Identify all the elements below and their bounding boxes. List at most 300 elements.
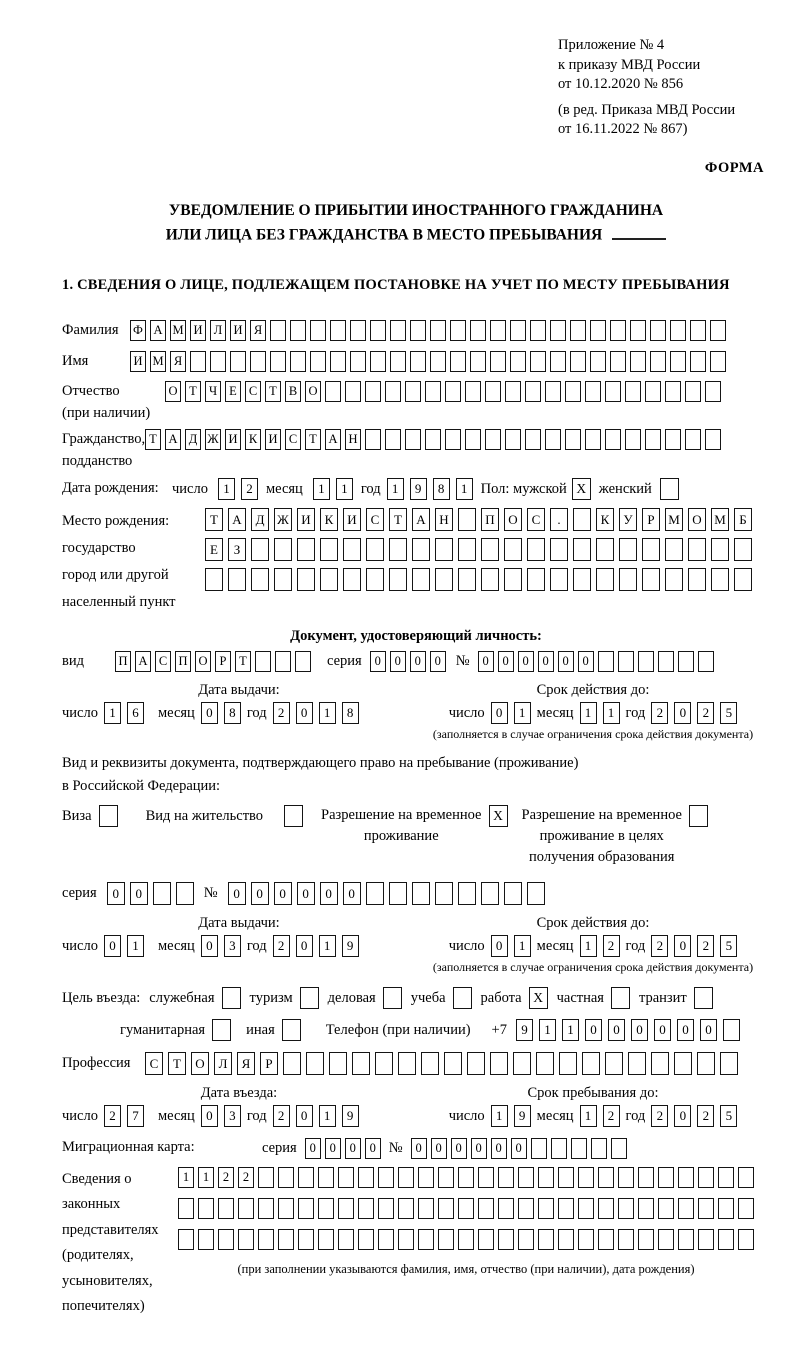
char-cell[interactable] xyxy=(678,1198,694,1219)
char-cell[interactable] xyxy=(638,1229,654,1250)
char-cell[interactable] xyxy=(320,538,338,561)
char-cell[interactable] xyxy=(688,538,706,561)
patronymic-input[interactable] xyxy=(165,381,721,402)
char-cell[interactable] xyxy=(525,381,541,402)
char-cell[interactable] xyxy=(425,429,441,450)
char-cell[interactable]: 0 xyxy=(296,702,313,724)
char-cell[interactable]: 0 xyxy=(107,882,125,905)
char-cell[interactable] xyxy=(467,1052,485,1075)
entry-month[interactable] xyxy=(201,1105,241,1127)
char-cell[interactable] xyxy=(470,351,486,372)
char-cell[interactable]: 0 xyxy=(491,935,508,957)
char-cell[interactable] xyxy=(638,1167,654,1188)
purpose-checkbox[interactable] xyxy=(212,1019,231,1041)
char-cell[interactable] xyxy=(651,1052,669,1075)
char-cell[interactable]: 5 xyxy=(720,1105,737,1127)
char-cell[interactable] xyxy=(674,1052,692,1075)
visa-checkbox[interactable] xyxy=(99,805,118,827)
char-cell[interactable] xyxy=(530,351,546,372)
char-cell[interactable]: Т xyxy=(305,429,321,450)
char-cell[interactable] xyxy=(485,381,501,402)
char-cell[interactable] xyxy=(458,882,476,905)
char-cell[interactable] xyxy=(318,1229,334,1250)
char-cell[interactable]: 0 xyxy=(585,1019,602,1041)
char-cell[interactable] xyxy=(438,1229,454,1250)
char-cell[interactable]: 2 xyxy=(697,702,714,724)
char-cell[interactable] xyxy=(630,320,646,341)
char-cell[interactable] xyxy=(690,351,706,372)
char-cell[interactable]: 0 xyxy=(345,1138,361,1159)
char-cell[interactable] xyxy=(176,882,194,905)
char-cell[interactable] xyxy=(571,1138,587,1159)
char-cell[interactable] xyxy=(705,381,721,402)
char-cell[interactable] xyxy=(205,568,223,591)
char-cell[interactable]: Р xyxy=(215,651,231,672)
char-cell[interactable] xyxy=(610,320,626,341)
char-cell[interactable] xyxy=(527,568,545,591)
char-cell[interactable]: 0 xyxy=(228,882,246,905)
char-cell[interactable] xyxy=(513,1052,531,1075)
char-cell[interactable]: 0 xyxy=(558,651,574,672)
char-cell[interactable]: 0 xyxy=(518,651,534,672)
char-cell[interactable]: 1 xyxy=(387,478,404,500)
char-cell[interactable] xyxy=(320,568,338,591)
char-cell[interactable]: С xyxy=(155,651,171,672)
char-cell[interactable] xyxy=(435,882,453,905)
char-cell[interactable]: О xyxy=(504,508,522,531)
char-cell[interactable] xyxy=(518,1167,534,1188)
char-cell[interactable]: Р xyxy=(642,508,660,531)
char-cell[interactable] xyxy=(527,882,545,905)
first-name-input[interactable] xyxy=(130,351,726,372)
identity-expiry-month[interactable] xyxy=(580,702,620,724)
char-cell[interactable]: 2 xyxy=(603,935,620,957)
char-cell[interactable] xyxy=(330,320,346,341)
char-cell[interactable]: Р xyxy=(260,1052,278,1075)
char-cell[interactable] xyxy=(258,1198,274,1219)
char-cell[interactable] xyxy=(665,381,681,402)
char-cell[interactable] xyxy=(605,1052,623,1075)
char-cell[interactable]: 0 xyxy=(491,702,508,724)
char-cell[interactable]: 2 xyxy=(273,935,290,957)
char-cell[interactable]: 1 xyxy=(580,935,597,957)
char-cell[interactable] xyxy=(365,381,381,402)
char-cell[interactable] xyxy=(481,538,499,561)
char-cell[interactable]: 0 xyxy=(674,1105,691,1127)
char-cell[interactable]: 1 xyxy=(539,1019,556,1041)
char-cell[interactable] xyxy=(338,1167,354,1188)
char-cell[interactable] xyxy=(658,1198,674,1219)
char-cell[interactable] xyxy=(218,1198,234,1219)
char-cell[interactable] xyxy=(345,381,361,402)
char-cell[interactable] xyxy=(438,1167,454,1188)
char-cell[interactable] xyxy=(645,381,661,402)
char-cell[interactable] xyxy=(585,429,601,450)
char-cell[interactable] xyxy=(720,1052,738,1075)
char-cell[interactable] xyxy=(318,1167,334,1188)
char-cell[interactable]: . xyxy=(550,508,568,531)
representatives-line2[interactable] xyxy=(178,1198,754,1219)
identity-expiry-year[interactable] xyxy=(651,702,737,724)
char-cell[interactable] xyxy=(275,651,291,672)
char-cell[interactable] xyxy=(611,1138,627,1159)
char-cell[interactable] xyxy=(710,320,726,341)
char-cell[interactable] xyxy=(298,1167,314,1188)
char-cell[interactable]: 0 xyxy=(578,651,594,672)
char-cell[interactable] xyxy=(318,1198,334,1219)
char-cell[interactable] xyxy=(678,651,694,672)
char-cell[interactable]: 1 xyxy=(491,1105,508,1127)
char-cell[interactable] xyxy=(278,1167,294,1188)
char-cell[interactable] xyxy=(306,1052,324,1075)
char-cell[interactable] xyxy=(573,508,591,531)
char-cell[interactable] xyxy=(738,1167,754,1188)
char-cell[interactable] xyxy=(435,538,453,561)
char-cell[interactable] xyxy=(498,1198,514,1219)
char-cell[interactable] xyxy=(278,1229,294,1250)
identity-issue-day[interactable] xyxy=(104,702,144,724)
char-cell[interactable]: С xyxy=(527,508,545,531)
char-cell[interactable]: 0 xyxy=(478,651,494,672)
char-cell[interactable]: И xyxy=(225,429,241,450)
char-cell[interactable] xyxy=(570,320,586,341)
char-cell[interactable] xyxy=(605,429,621,450)
char-cell[interactable] xyxy=(650,320,666,341)
char-cell[interactable]: 9 xyxy=(410,478,427,500)
char-cell[interactable]: А xyxy=(150,320,166,341)
char-cell[interactable] xyxy=(510,320,526,341)
residence-expiry-year[interactable] xyxy=(651,935,737,957)
char-cell[interactable] xyxy=(625,429,641,450)
char-cell[interactable]: 0 xyxy=(296,935,313,957)
char-cell[interactable]: 5 xyxy=(720,935,737,957)
char-cell[interactable] xyxy=(325,381,341,402)
citizenship-input[interactable] xyxy=(145,429,721,450)
char-cell[interactable]: 0 xyxy=(297,882,315,905)
purpose-checkbox[interactable] xyxy=(694,987,713,1009)
char-cell[interactable]: 0 xyxy=(325,1138,341,1159)
char-cell[interactable]: Т xyxy=(389,508,407,531)
purpose-checkbox[interactable]: X xyxy=(529,987,548,1009)
char-cell[interactable] xyxy=(490,1052,508,1075)
char-cell[interactable]: С xyxy=(285,429,301,450)
char-cell[interactable] xyxy=(478,1167,494,1188)
char-cell[interactable] xyxy=(329,1052,347,1075)
char-cell[interactable]: 2 xyxy=(697,935,714,957)
char-cell[interactable] xyxy=(385,381,401,402)
char-cell[interactable]: 0 xyxy=(411,1138,427,1159)
char-cell[interactable] xyxy=(738,1198,754,1219)
char-cell[interactable] xyxy=(178,1198,194,1219)
char-cell[interactable] xyxy=(435,568,453,591)
char-cell[interactable] xyxy=(718,1229,734,1250)
char-cell[interactable]: 5 xyxy=(720,702,737,724)
identity-expiry-day[interactable] xyxy=(491,702,531,724)
char-cell[interactable] xyxy=(558,1167,574,1188)
char-cell[interactable]: 1 xyxy=(127,935,144,957)
char-cell[interactable] xyxy=(585,381,601,402)
char-cell[interactable]: 2 xyxy=(697,1105,714,1127)
residence-expiry-month[interactable] xyxy=(580,935,620,957)
char-cell[interactable] xyxy=(723,1019,740,1041)
char-cell[interactable]: Я xyxy=(237,1052,255,1075)
char-cell[interactable] xyxy=(550,351,566,372)
char-cell[interactable] xyxy=(458,1198,474,1219)
char-cell[interactable]: О xyxy=(305,381,321,402)
char-cell[interactable]: У xyxy=(619,508,637,531)
char-cell[interactable] xyxy=(418,1229,434,1250)
phone-input[interactable] xyxy=(516,1019,740,1041)
char-cell[interactable] xyxy=(445,429,461,450)
char-cell[interactable] xyxy=(698,651,714,672)
char-cell[interactable]: 1 xyxy=(319,702,336,724)
char-cell[interactable] xyxy=(545,429,561,450)
char-cell[interactable]: Т xyxy=(235,651,251,672)
char-cell[interactable]: 0 xyxy=(677,1019,694,1041)
char-cell[interactable]: В xyxy=(285,381,301,402)
char-cell[interactable]: Ж xyxy=(205,429,221,450)
char-cell[interactable]: 2 xyxy=(651,935,668,957)
char-cell[interactable] xyxy=(465,429,481,450)
char-cell[interactable]: К xyxy=(245,429,261,450)
char-cell[interactable] xyxy=(389,882,407,905)
char-cell[interactable] xyxy=(690,320,706,341)
representatives-line1[interactable] xyxy=(178,1167,754,1188)
char-cell[interactable]: 0 xyxy=(274,882,292,905)
char-cell[interactable] xyxy=(598,1198,614,1219)
char-cell[interactable] xyxy=(389,538,407,561)
char-cell[interactable] xyxy=(458,1167,474,1188)
char-cell[interactable] xyxy=(310,320,326,341)
char-cell[interactable] xyxy=(412,538,430,561)
char-cell[interactable]: М xyxy=(665,508,683,531)
residence-issue-day[interactable] xyxy=(104,935,144,957)
char-cell[interactable]: Т xyxy=(145,429,161,450)
char-cell[interactable] xyxy=(210,351,226,372)
char-cell[interactable] xyxy=(718,1198,734,1219)
char-cell[interactable]: 1 xyxy=(514,935,531,957)
char-cell[interactable]: 2 xyxy=(273,702,290,724)
char-cell[interactable] xyxy=(559,1052,577,1075)
char-cell[interactable] xyxy=(618,1167,634,1188)
char-cell[interactable]: 0 xyxy=(320,882,338,905)
char-cell[interactable] xyxy=(619,568,637,591)
char-cell[interactable] xyxy=(711,538,729,561)
char-cell[interactable] xyxy=(421,1052,439,1075)
char-cell[interactable] xyxy=(297,568,315,591)
char-cell[interactable]: 2 xyxy=(651,702,668,724)
char-cell[interactable] xyxy=(258,1229,274,1250)
char-cell[interactable]: Е xyxy=(205,538,223,561)
char-cell[interactable] xyxy=(378,1198,394,1219)
char-cell[interactable] xyxy=(718,1167,734,1188)
char-cell[interactable] xyxy=(298,1198,314,1219)
char-cell[interactable] xyxy=(510,351,526,372)
char-cell[interactable] xyxy=(642,568,660,591)
char-cell[interactable]: 0 xyxy=(538,651,554,672)
char-cell[interactable] xyxy=(734,568,752,591)
char-cell[interactable]: 0 xyxy=(296,1105,313,1127)
char-cell[interactable]: П xyxy=(175,651,191,672)
entry-day[interactable] xyxy=(104,1105,144,1127)
char-cell[interactable] xyxy=(218,1229,234,1250)
char-cell[interactable] xyxy=(525,429,541,450)
char-cell[interactable] xyxy=(366,882,384,905)
char-cell[interactable]: 0 xyxy=(491,1138,507,1159)
profession-input[interactable] xyxy=(145,1052,738,1075)
char-cell[interactable] xyxy=(425,381,441,402)
char-cell[interactable] xyxy=(638,1198,654,1219)
char-cell[interactable]: И xyxy=(130,351,146,372)
char-cell[interactable]: 0 xyxy=(343,882,361,905)
edu-permit-checkbox[interactable] xyxy=(689,805,708,827)
char-cell[interactable]: 0 xyxy=(201,935,218,957)
char-cell[interactable] xyxy=(578,1167,594,1188)
residence-expiry-day[interactable] xyxy=(491,935,531,957)
char-cell[interactable]: 1 xyxy=(562,1019,579,1041)
char-cell[interactable]: З xyxy=(228,538,246,561)
char-cell[interactable] xyxy=(270,351,286,372)
purpose-checkbox[interactable] xyxy=(611,987,630,1009)
char-cell[interactable]: Д xyxy=(251,508,269,531)
doc-series-input[interactable] xyxy=(370,651,446,672)
char-cell[interactable]: Т xyxy=(205,508,223,531)
char-cell[interactable] xyxy=(598,1229,614,1250)
stay-day[interactable] xyxy=(491,1105,531,1127)
char-cell[interactable] xyxy=(255,651,271,672)
char-cell[interactable]: О xyxy=(195,651,211,672)
char-cell[interactable] xyxy=(678,1167,694,1188)
char-cell[interactable]: 8 xyxy=(224,702,241,724)
char-cell[interactable] xyxy=(365,429,381,450)
char-cell[interactable]: Т xyxy=(168,1052,186,1075)
char-cell[interactable]: 0 xyxy=(654,1019,671,1041)
char-cell[interactable] xyxy=(558,1198,574,1219)
char-cell[interactable] xyxy=(230,351,246,372)
char-cell[interactable]: М xyxy=(150,351,166,372)
sex-male-checkbox[interactable]: X xyxy=(572,478,591,500)
char-cell[interactable]: 0 xyxy=(471,1138,487,1159)
char-cell[interactable]: 2 xyxy=(273,1105,290,1127)
char-cell[interactable]: 0 xyxy=(700,1019,717,1041)
char-cell[interactable] xyxy=(378,1167,394,1188)
sex-female-checkbox[interactable] xyxy=(660,478,679,500)
char-cell[interactable] xyxy=(527,538,545,561)
char-cell[interactable]: С xyxy=(245,381,261,402)
char-cell[interactable]: 2 xyxy=(241,478,258,500)
char-cell[interactable] xyxy=(410,320,426,341)
char-cell[interactable] xyxy=(358,1167,374,1188)
char-cell[interactable]: О xyxy=(191,1052,209,1075)
char-cell[interactable] xyxy=(444,1052,462,1075)
char-cell[interactable] xyxy=(343,538,361,561)
char-cell[interactable] xyxy=(418,1198,434,1219)
char-cell[interactable] xyxy=(458,1229,474,1250)
char-cell[interactable] xyxy=(498,1167,514,1188)
char-cell[interactable] xyxy=(698,1198,714,1219)
char-cell[interactable] xyxy=(274,538,292,561)
char-cell[interactable] xyxy=(270,320,286,341)
char-cell[interactable] xyxy=(338,1229,354,1250)
char-cell[interactable]: 1 xyxy=(313,478,330,500)
char-cell[interactable] xyxy=(650,351,666,372)
char-cell[interactable] xyxy=(582,1052,600,1075)
char-cell[interactable]: 2 xyxy=(218,1167,234,1188)
char-cell[interactable] xyxy=(711,568,729,591)
char-cell[interactable]: 0 xyxy=(370,651,386,672)
char-cell[interactable]: 1 xyxy=(218,478,235,500)
char-cell[interactable] xyxy=(490,320,506,341)
doc-kind-input[interactable] xyxy=(115,651,311,672)
char-cell[interactable]: М xyxy=(711,508,729,531)
char-cell[interactable] xyxy=(550,320,566,341)
char-cell[interactable] xyxy=(390,351,406,372)
char-cell[interactable] xyxy=(598,651,614,672)
char-cell[interactable] xyxy=(698,1167,714,1188)
char-cell[interactable] xyxy=(350,351,366,372)
char-cell[interactable]: 0 xyxy=(104,935,121,957)
char-cell[interactable] xyxy=(710,351,726,372)
char-cell[interactable]: 0 xyxy=(201,702,218,724)
char-cell[interactable] xyxy=(295,651,311,672)
char-cell[interactable] xyxy=(238,1198,254,1219)
temp-permit-checkbox[interactable]: X xyxy=(489,805,508,827)
char-cell[interactable]: 2 xyxy=(238,1167,254,1188)
char-cell[interactable] xyxy=(538,1198,554,1219)
char-cell[interactable]: 0 xyxy=(431,1138,447,1159)
char-cell[interactable]: 9 xyxy=(516,1019,533,1041)
char-cell[interactable] xyxy=(238,1229,254,1250)
char-cell[interactable] xyxy=(530,320,546,341)
char-cell[interactable] xyxy=(481,568,499,591)
char-cell[interactable]: О xyxy=(165,381,181,402)
char-cell[interactable] xyxy=(470,320,486,341)
char-cell[interactable] xyxy=(478,1229,494,1250)
char-cell[interactable] xyxy=(642,538,660,561)
char-cell[interactable]: 8 xyxy=(433,478,450,500)
char-cell[interactable] xyxy=(665,568,683,591)
char-cell[interactable]: А xyxy=(228,508,246,531)
char-cell[interactable] xyxy=(573,568,591,591)
char-cell[interactable] xyxy=(375,1052,393,1075)
char-cell[interactable] xyxy=(504,568,522,591)
char-cell[interactable] xyxy=(297,538,315,561)
char-cell[interactable]: А xyxy=(135,651,151,672)
char-cell[interactable] xyxy=(578,1198,594,1219)
char-cell[interactable] xyxy=(358,1198,374,1219)
char-cell[interactable] xyxy=(578,1229,594,1250)
char-cell[interactable] xyxy=(198,1198,214,1219)
purpose-checkbox[interactable] xyxy=(282,1019,301,1041)
char-cell[interactable]: Д xyxy=(185,429,201,450)
char-cell[interactable] xyxy=(645,429,661,450)
char-cell[interactable] xyxy=(630,351,646,372)
char-cell[interactable] xyxy=(410,351,426,372)
char-cell[interactable] xyxy=(598,1167,614,1188)
char-cell[interactable]: 0 xyxy=(201,1105,218,1127)
char-cell[interactable]: Л xyxy=(214,1052,232,1075)
char-cell[interactable] xyxy=(485,429,501,450)
char-cell[interactable]: Н xyxy=(345,429,361,450)
char-cell[interactable] xyxy=(698,1229,714,1250)
char-cell[interactable]: 9 xyxy=(514,1105,531,1127)
char-cell[interactable] xyxy=(738,1229,754,1250)
char-cell[interactable]: Л xyxy=(210,320,226,341)
char-cell[interactable]: 8 xyxy=(342,702,359,724)
char-cell[interactable] xyxy=(658,1229,674,1250)
char-cell[interactable] xyxy=(628,1052,646,1075)
char-cell[interactable]: О xyxy=(688,508,706,531)
